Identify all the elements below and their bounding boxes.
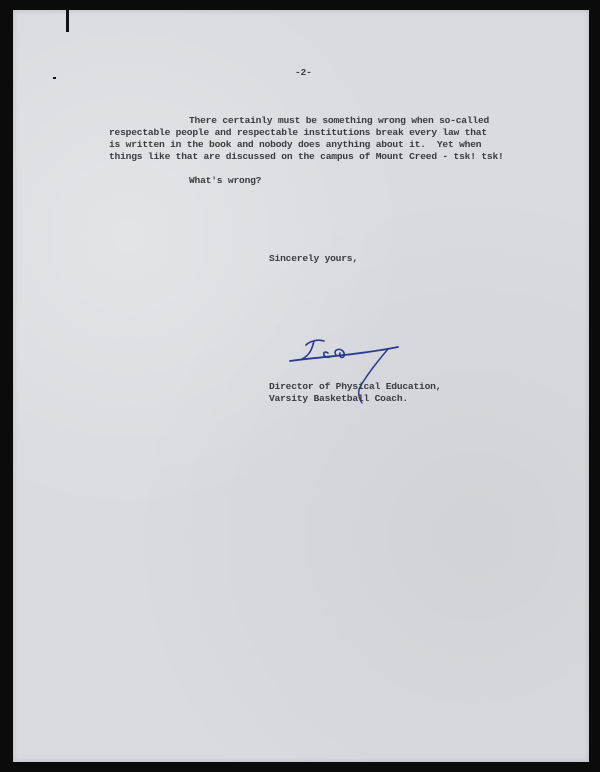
page-number: -2- [295, 67, 312, 78]
letter-page [13, 10, 589, 762]
edge-dot-mark [53, 77, 56, 79]
question-line: What's wrong? [189, 175, 262, 186]
paragraph-line-1: There certainly must be something wrong when so-called [189, 115, 490, 126]
closing-line: Sincerely yours, [269, 253, 358, 264]
signer-title-2: Varsity Basketball Coach. [269, 393, 408, 404]
paragraph-line-4: things like that are discussed on the campus of Mount Creed - tsk! tsk! [109, 151, 504, 162]
paragraph-line-2: respectable people and respectable institutions break every law that [109, 127, 487, 138]
signer-title-1: Director of Physical Education, [269, 381, 442, 392]
edge-tick-mark [66, 10, 69, 32]
paragraph-line-3: is written in the book and nobody does anything about it. Yet when [109, 139, 482, 150]
